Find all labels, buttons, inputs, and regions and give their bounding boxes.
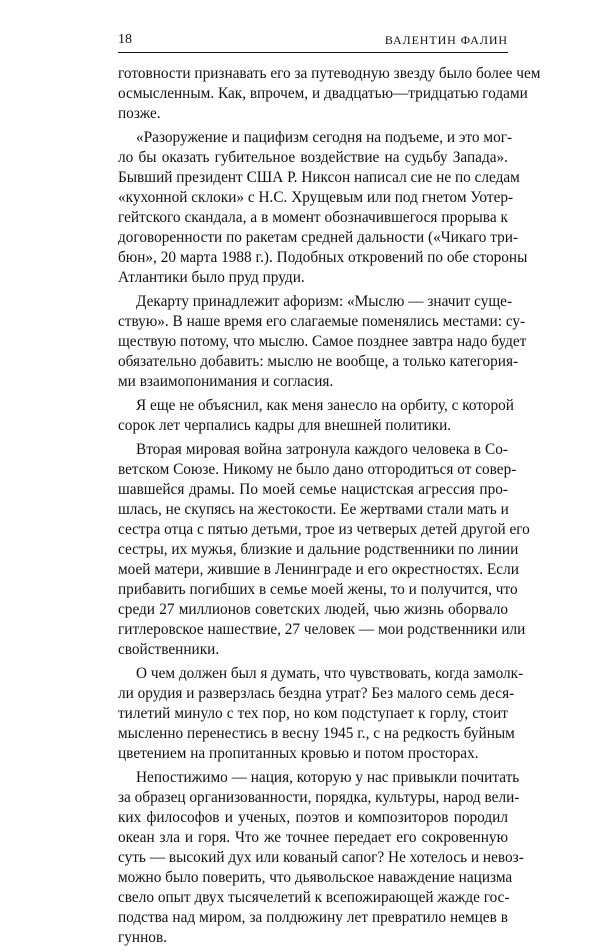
header-rule — [118, 52, 508, 53]
text-line: океан зла и горя. Что же точнее передает его сокровенную — [118, 829, 508, 846]
text-line: договоренности по ракетам средней дальности («Чикаго три- — [118, 229, 519, 246]
text-line: свело опыт двух тысячелетий к всепожирающей жажде гос- — [118, 889, 510, 906]
paragraph — [118, 664, 524, 764]
text-line: тилетий минуло с тех пор, но ком подступает к горлу, стоит — [118, 705, 508, 722]
text-line: сорок лет черпались кадры для внешней политики. — [118, 417, 452, 434]
paragraph — [118, 128, 528, 288]
text-line: сестра отца с пятью детьми, трое из четверых детей другой его — [118, 521, 530, 538]
text-line: свойственники. — [118, 641, 220, 658]
text-line: готовности признавать его за путеводную звезду было более чем — [118, 65, 541, 82]
text-line: «кухонной склоки» с Н.С. Хрущевым или под гнетом Уотер- — [118, 189, 514, 206]
text-line: сестры, их мужья, близкие и дальние родственники по линии — [118, 541, 519, 558]
text-line: суть — высокий дух или кованый сапог? Не хотелось и невоз- — [118, 849, 524, 866]
text-line: ществую потому, что мыслю. Самое позднее завтра надо будет — [118, 333, 527, 350]
text-line: подства над миром, за полдюжину лет превратило немцев в — [118, 909, 508, 926]
text-line: гуннов. — [118, 929, 167, 946]
text-line: среди 27 миллионов советских людей, чью жизнь оборвало — [118, 601, 508, 618]
text-line: ствую». В наше время его слагаемые поменялись местами: су- — [118, 313, 526, 330]
text-line: осмысленным. Как, впрочем, и двадцатью—тридцатью годами — [118, 85, 528, 102]
paragraph — [118, 768, 524, 948]
text-line: Атлантики было пруд пруди. — [118, 269, 305, 286]
text-line: гитлеровское нашествие, 27 человек — мои родственники или — [118, 621, 526, 638]
text-line: ветском Союзе. Никому не было дано отгородиться от совер- — [118, 461, 517, 478]
text-line: ких философов и ученых, поэтов и композиторов породил — [118, 809, 508, 826]
text-line: Декарту принадлежит афоризм: «Мыслю — значит суще- — [136, 293, 513, 310]
text-line: позже. — [118, 105, 161, 122]
running-title: ВАЛЕНТИН ФАЛИН — [384, 33, 508, 47]
text-line: Бывший президент США Р. Никсон написал сие не по следам — [118, 169, 520, 186]
text-line: Я еще не объяснил, как меня занесло на орбиту, с которой — [136, 397, 514, 414]
text-line: ло бы оказать губительное воздействие на судьбу Запада». — [118, 149, 508, 166]
page-number: 18 — [118, 32, 132, 47]
text-line: Непостижимо — нация, которую у нас привыкли почитать — [136, 769, 520, 786]
text-line: гейтского скандала, а в момент обозначившегося прорыва к — [118, 209, 508, 226]
text-line: прибавить погибших в семье моей жены, то и получится, что — [118, 581, 518, 598]
paragraph — [118, 64, 541, 124]
text-line: шавшейся драмы. По моей семье нацистская агрессия про- — [118, 481, 508, 498]
running-head — [118, 32, 508, 52]
paragraph — [118, 440, 530, 660]
text-line: цветением на пропитанных кровью и потом просторах. — [118, 745, 479, 762]
text-line: Вторая мировая война затронула каждого человека в Со- — [136, 441, 508, 458]
text-line: бюн», 20 марта 1988 г.). Подобных откровений по обе стороны — [118, 249, 528, 266]
text-line: обязательно добавить: мыслю не вообще, а только категория- — [118, 353, 519, 370]
text-line: шлась, не скупясь на жестокости. Ее жертвами стали мать и — [118, 501, 509, 518]
text-line: за образец организованности, порядка, культуры, народ вели- — [118, 789, 520, 806]
text-line: можно было поверить, что дьявольское наваждение нацизма — [118, 869, 513, 886]
text-line: О чем должен был я думать, что чувствовать, когда замолк- — [136, 665, 524, 682]
paragraph — [118, 396, 514, 436]
text-line: моей матери, жившие в Ленинграде и его окрестностях. Если — [118, 561, 519, 578]
body-text — [118, 64, 541, 952]
text-line: ли орудия и разверзлась бездна утрат? Без малого семь деся- — [118, 685, 515, 702]
text-line: ми взаимопонимания и согласия. — [118, 373, 334, 390]
text-line: мысленно перенестись в весну 1945 г., с на редкость буйным — [118, 725, 515, 742]
paragraph — [118, 292, 527, 392]
text-line: «Разоружение и пацифизм сегодня на подъеме, и это мог- — [136, 129, 513, 146]
